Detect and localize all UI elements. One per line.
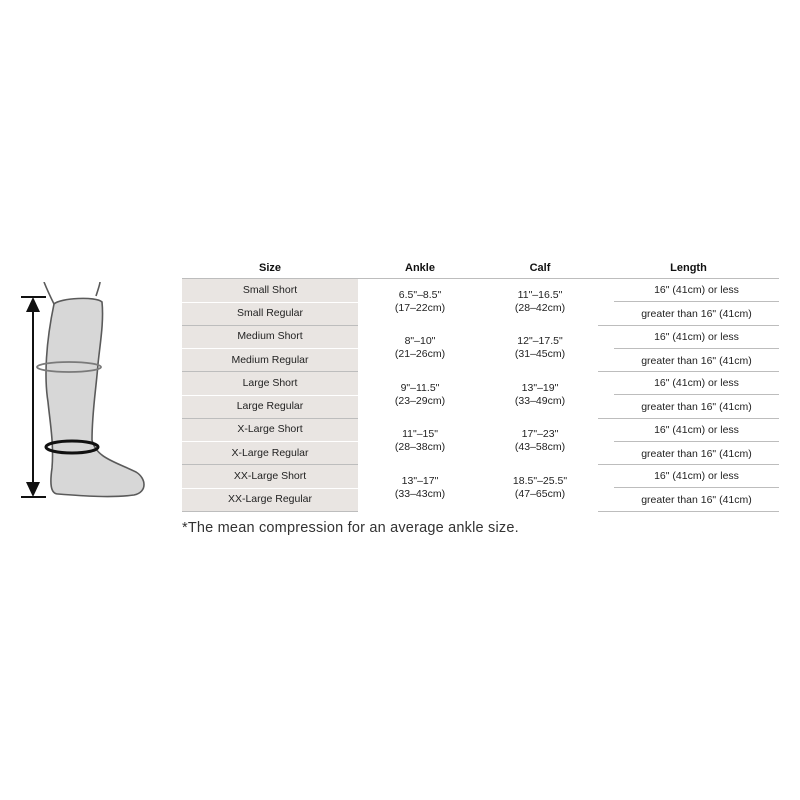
ankle-range: 9"–11.5" (23–29cm) <box>394 381 446 407</box>
ankle-range: 13"–17" (33–43cm) <box>394 474 446 500</box>
size-name: XX-Large Regular <box>182 488 358 511</box>
length-value: 16" (41cm) or less <box>598 465 779 489</box>
calf-range: 13"–19" (33–49cm) <box>514 381 566 407</box>
length-value: greater than 16" (41cm) <box>598 395 779 418</box>
size-name: X-Large Regular <box>182 442 358 465</box>
ankle-range: 6.5"–8.5" (17–22cm) <box>394 289 446 314</box>
calf-range: 18.5"–25.5" (47–65cm) <box>512 474 568 500</box>
table-row <box>182 325 779 349</box>
table-row <box>182 372 779 396</box>
table-row <box>182 465 779 489</box>
size-name: Medium Short <box>182 325 358 349</box>
calf-range: 11"–16.5" (28–42cm) <box>514 289 566 314</box>
ankle-header: Ankle <box>358 258 482 279</box>
size-name: Medium Regular <box>182 349 358 372</box>
ankle-range: 11"–15" (28–38cm) <box>394 428 446 454</box>
length-value: 16" (41cm) or less <box>598 325 779 349</box>
length-value: greater than 16" (41cm) <box>598 488 779 511</box>
length-header: Length <box>598 258 779 279</box>
table-row <box>182 418 779 442</box>
table-row <box>182 279 779 303</box>
size-header: Size <box>182 258 358 279</box>
size-name: XX-Large Short <box>182 465 358 489</box>
footnote: *The mean compression for an average ankle size. <box>182 520 519 536</box>
size-chart-table <box>182 258 779 512</box>
calf-range: 12"–17.5" (31–45cm) <box>514 335 566 361</box>
length-value: 16" (41cm) or less <box>598 372 779 396</box>
sock-shape <box>46 298 144 496</box>
size-name: Small Short <box>182 279 358 303</box>
length-value: greater than 16" (41cm) <box>598 442 779 465</box>
length-value: greater than 16" (41cm) <box>598 302 779 325</box>
length-value: 16" (41cm) or less <box>598 279 779 303</box>
length-value: greater than 16" (41cm) <box>598 349 779 372</box>
calf-header: Calf <box>482 258 598 279</box>
size-name: X-Large Short <box>182 418 358 442</box>
leg-measurement-icon <box>14 282 164 507</box>
size-name: Large Regular <box>182 395 358 418</box>
size-name: Small Regular <box>182 302 358 325</box>
calf-range: 17"–23" (43–58cm) <box>514 428 566 454</box>
header-row <box>182 258 779 279</box>
ankle-range: 8"–10" (21–26cm) <box>394 335 446 361</box>
size-name: Large Short <box>182 372 358 396</box>
length-value: 16" (41cm) or less <box>598 418 779 442</box>
